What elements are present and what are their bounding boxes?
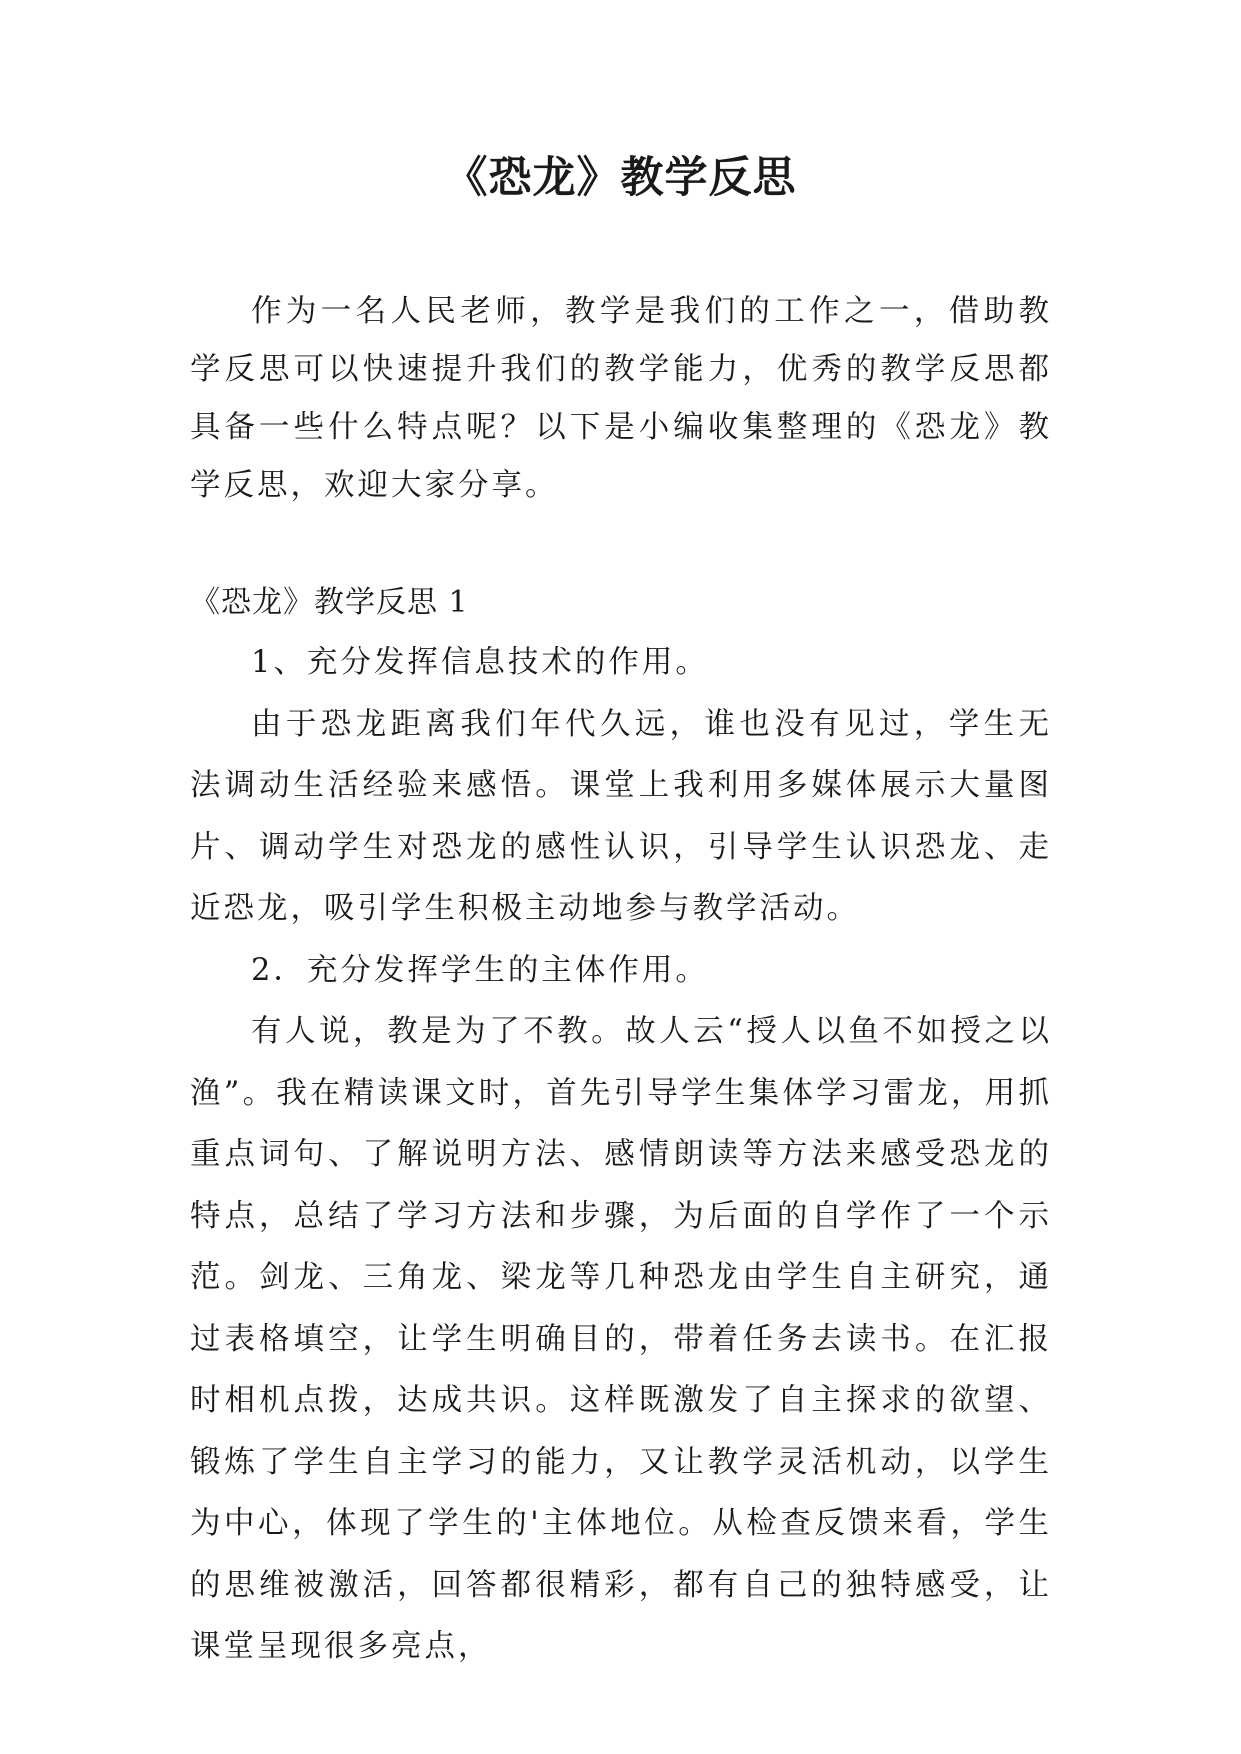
point-heading-2: 2．充分发挥学生的主体作用。	[251, 952, 709, 988]
body-paragraph-2: 有人说，教是为了不教。故人云“授人以鱼不如授之以渔”。我在精读课文时，首先引导学生集体学习雷龙，用抓重点词句、了解说明方法、感情朗读等方法来感受恐龙的特点，总结了学习方法和步骤，为后面的自学作了一个示范。剑龙、三角龙、梁龙等几种恐龙由学生自主研究，通过表格填空，让学生明确目的，带着任务去读书。在汇报时相机点拨，达成共识。这样既激发了自主探求的欲望、锻炼了学生自主学习的能力，又让教学灵活机动，以学生为中心，体现了学生的'主体地位。从检查反馈来看，学生的思维被激活，回答都很精彩，都有自己的独特感受，让课堂呈现很多亮点，	[190, 1014, 1052, 1664]
section-body	[190, 632, 1052, 1678]
document-title: 《恐龙》教学反思	[444, 153, 797, 203]
intro-paragraph: 作为一名人民老师，教学是我们的工作之一，借助教学反思可以快速提升我们的教学能力，优秀的教学反思都具备一些什么特点呢？以下是小编收集整理的《恐龙》教学反思，欢迎大家分享。	[190, 294, 1052, 503]
section-heading: 《恐龙》教学反思 1	[190, 585, 469, 620]
point-heading-1: 1、充分发挥信息技术的作用。	[251, 645, 709, 680]
body-paragraph-1: 由于恐龙距离我们年代久远，谁也没有见过，学生无法调动生活经验来感悟。课堂上我利用多媒体展示大量图片、调动学生对恐龙的感性认识，引导学生认识恐龙、走近恐龙，吸引学生积极主动地参与教学活动。	[190, 706, 1052, 926]
